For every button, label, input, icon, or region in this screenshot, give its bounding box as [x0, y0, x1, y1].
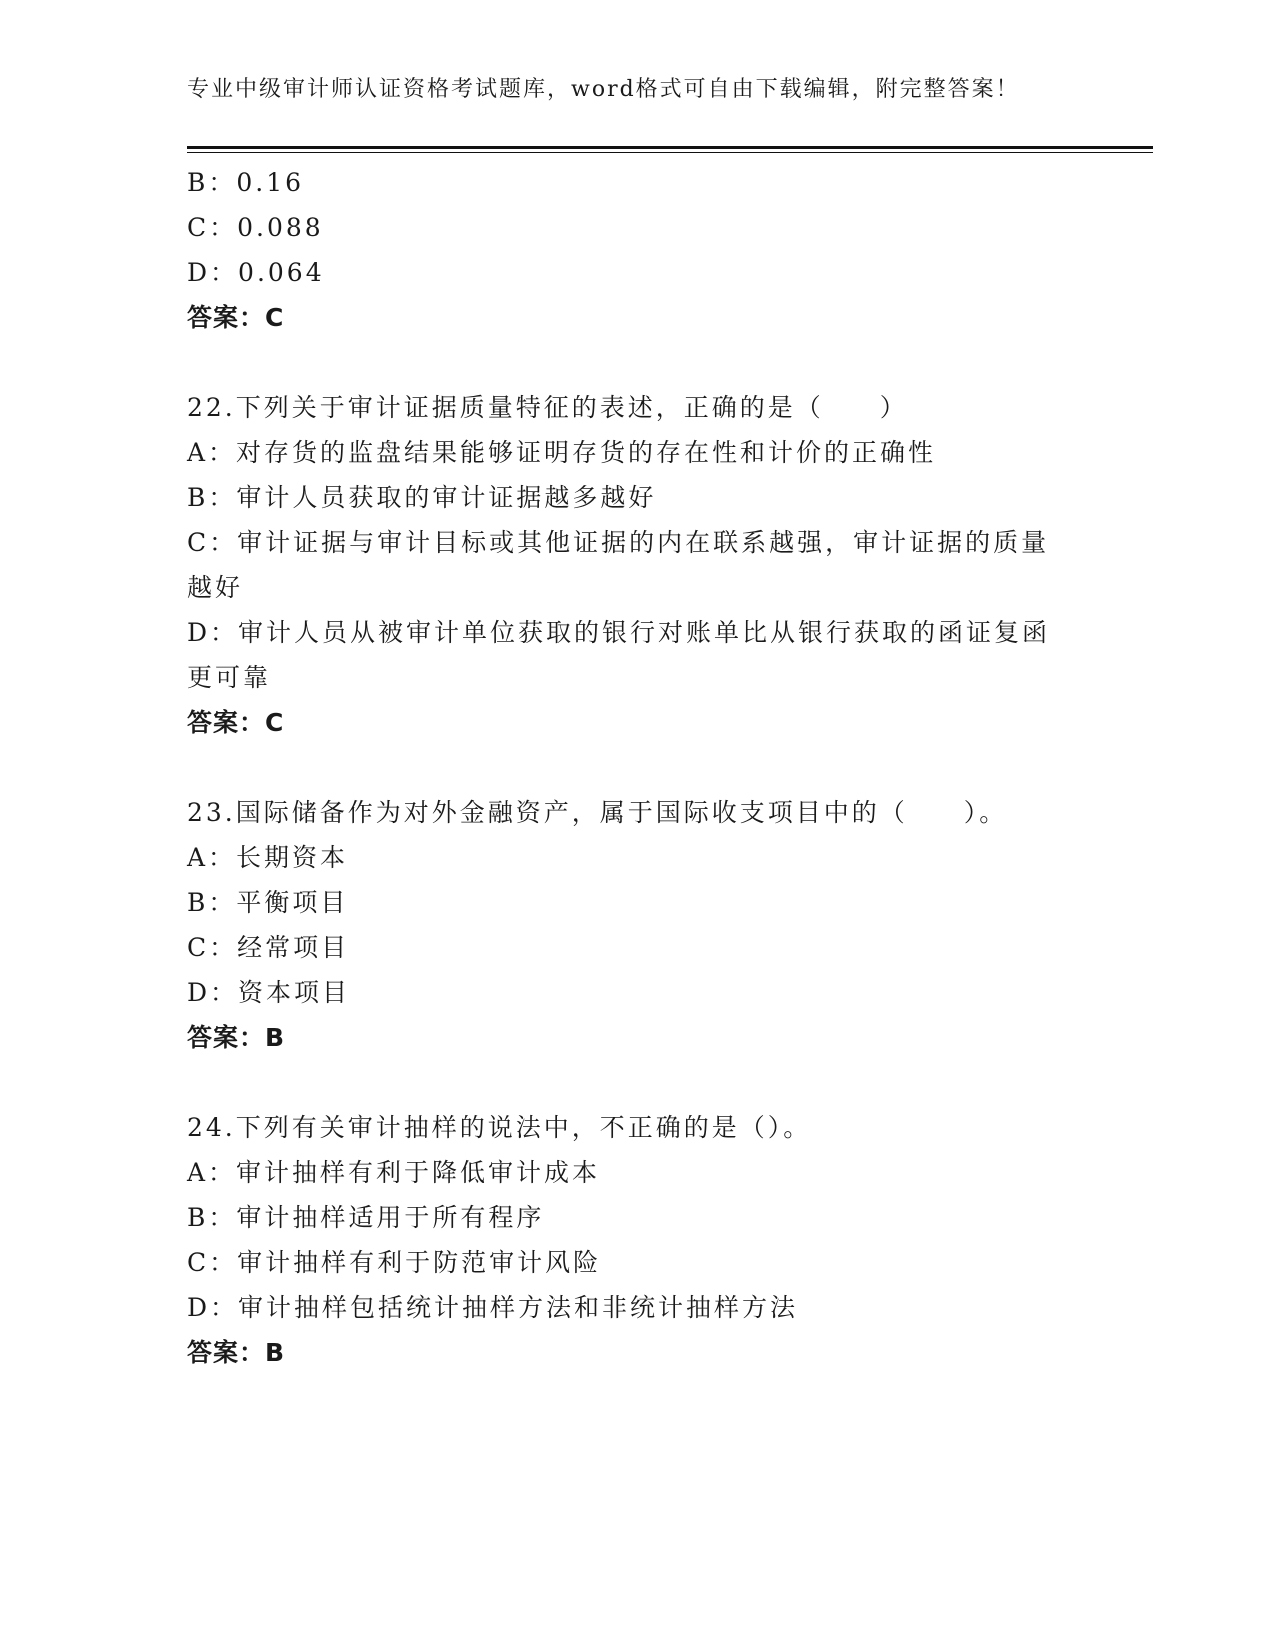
q22-option-d-line2: 更可靠 — [187, 663, 272, 692]
header-rule-thin — [187, 152, 1153, 153]
q24-option-a: A：审计抽样有利于降低审计成本 — [187, 1158, 601, 1187]
q21-answer: 答案：C — [187, 303, 285, 332]
q24-answer: 答案：B — [187, 1338, 286, 1367]
spacer — [187, 745, 1087, 790]
question-content — [187, 160, 1087, 1375]
q24-stem: 24.下列有关审计抽样的说法中，不正确的是（）。 — [187, 1113, 812, 1142]
q23-option-d: D：资本项目 — [187, 978, 351, 1007]
q23-option-a: A：长期资本 — [187, 843, 349, 872]
q23-option-b: B：平衡项目 — [187, 888, 349, 917]
q23-answer: 答案：B — [187, 1023, 286, 1052]
q24-option-d: D：审计抽样包括统计抽样方法和非统计抽样方法 — [187, 1293, 799, 1322]
q22-option-a: A：对存货的监盘结果能够证明存货的存在性和计价的正确性 — [187, 438, 937, 467]
spacer — [187, 1060, 1087, 1105]
q23-stem: 23.国际储备作为对外金融资产，属于国际收支项目中的（ ）。 — [187, 798, 1008, 827]
q22-answer: 答案：C — [187, 708, 285, 737]
q22-option-b: B：审计人员获取的审计证据越多越好 — [187, 483, 657, 512]
q24-option-c: C：审计抽样有利于防范审计风险 — [187, 1248, 602, 1277]
q22-option-c-line2: 越好 — [187, 573, 244, 602]
q21-option-b: B：0.16 — [187, 168, 305, 197]
q21-option-c: C：0.088 — [187, 213, 324, 242]
q22-stem: 22.下列关于审计证据质量特征的表述，正确的是（ ） — [187, 393, 908, 422]
q23-option-c: C：经常项目 — [187, 933, 350, 962]
page-header: 专业中级审计师认证资格考试题库，word格式可自由下载编辑，附完整答案！ — [187, 77, 1020, 102]
q22-option-c-line1: C：审计证据与审计目标或其他证据的内在联系越强，审计证据的质量 — [187, 528, 1050, 557]
q21-option-d: D：0.064 — [187, 258, 325, 287]
header-rule-thick — [187, 146, 1153, 149]
q22-option-d-line1: D：审计人员从被审计单位获取的银行对账单比从银行获取的函证复函 — [187, 618, 1051, 647]
spacer — [187, 340, 1087, 385]
q24-option-b: B：审计抽样适用于所有程序 — [187, 1203, 545, 1232]
